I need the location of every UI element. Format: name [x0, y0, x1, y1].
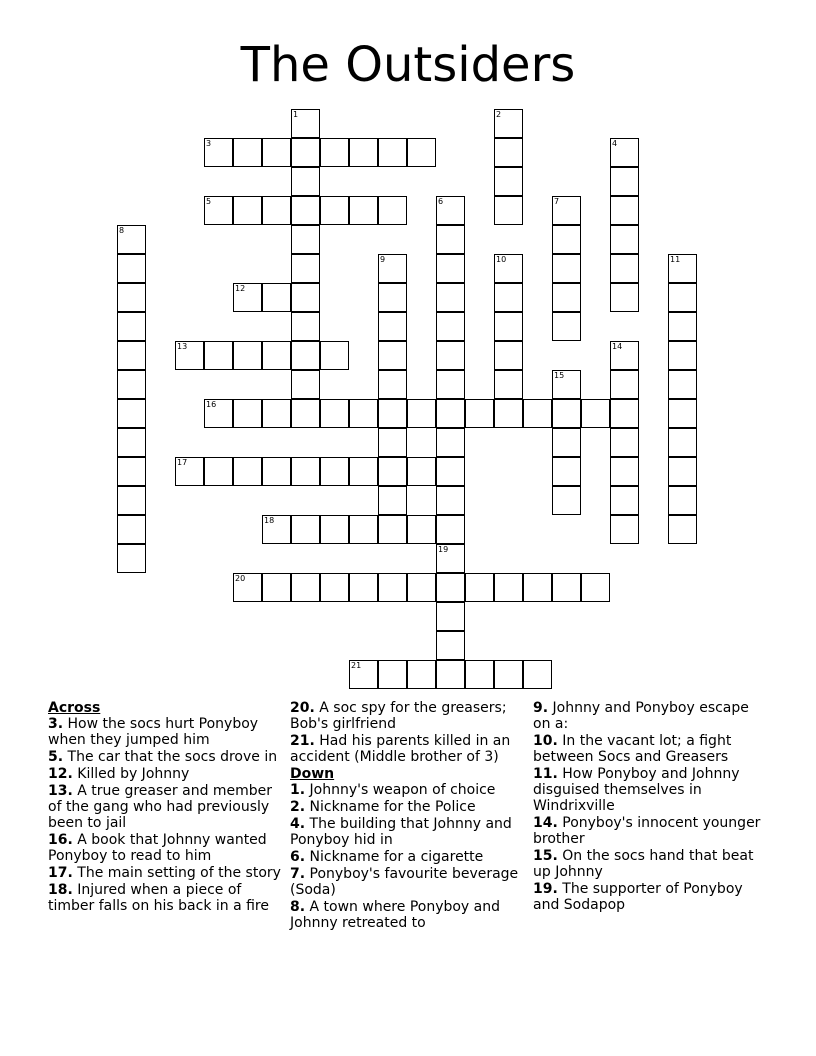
clue-text: The car that the socs drove in [63, 749, 278, 765]
grid-cell[interactable] [668, 283, 697, 312]
clue-text: Nickname for a cigarette [305, 849, 484, 865]
grid-cell[interactable] [436, 457, 465, 486]
grid-cell[interactable] [320, 341, 349, 370]
clue-item [48, 783, 283, 831]
clue-number: 7. [290, 866, 306, 882]
cell-number: 9 [380, 255, 386, 264]
clue-item [533, 881, 768, 913]
grid-cell[interactable] [233, 138, 262, 167]
grid-cell[interactable] [320, 457, 349, 486]
clue-number: 10. [533, 733, 558, 749]
cell-number: 7 [554, 197, 560, 206]
grid-cell[interactable] [291, 138, 320, 167]
grid-cell[interactable] [378, 399, 407, 428]
grid-cell[interactable] [552, 283, 581, 312]
cell-number: 1 [293, 110, 299, 119]
grid-cell[interactable] [291, 254, 320, 283]
cell-number: 3 [206, 139, 212, 148]
clue-text: Had his parents killed in an accident (Middle brother of 3) [290, 733, 511, 765]
grid-cell[interactable] [349, 399, 378, 428]
grid-cell[interactable] [552, 196, 581, 225]
grid-cell[interactable] [552, 370, 581, 399]
clue-text: The supporter of Ponyboy and Sodapop [533, 881, 743, 913]
grid-cell[interactable] [262, 515, 291, 544]
grid-cell[interactable] [552, 254, 581, 283]
cell-number: 14 [612, 342, 623, 351]
grid-cell[interactable] [378, 660, 407, 689]
clue-number: 2. [290, 799, 306, 815]
grid-cell[interactable] [552, 486, 581, 515]
grid-cell[interactable] [262, 399, 291, 428]
grid-cell[interactable] [610, 370, 639, 399]
grid-cell[interactable] [552, 399, 581, 428]
grid-cell[interactable] [610, 225, 639, 254]
grid-cell[interactable] [610, 283, 639, 312]
grid-cell[interactable] [117, 515, 146, 544]
grid-cell[interactable] [117, 283, 146, 312]
grid-cell[interactable] [552, 573, 581, 602]
grid-cell[interactable] [494, 573, 523, 602]
clue-item [533, 700, 768, 732]
cell-number: 6 [438, 197, 444, 206]
clue-number: 21. [290, 733, 315, 749]
grid-cell[interactable] [610, 457, 639, 486]
grid-cell[interactable] [436, 254, 465, 283]
clue-item [533, 766, 768, 814]
grid-cell[interactable] [436, 341, 465, 370]
grid-cell[interactable] [668, 486, 697, 515]
clue-text: The building that Johnny and Ponyboy hid in [290, 816, 512, 848]
grid-cell[interactable] [233, 399, 262, 428]
grid-cell[interactable] [117, 457, 146, 486]
grid-cell[interactable] [175, 341, 204, 370]
grid-cell[interactable] [117, 312, 146, 341]
clue-number: 14. [533, 815, 558, 831]
clue-number: 8. [290, 899, 306, 915]
cell-number: 19 [438, 545, 449, 554]
cell-number: 8 [119, 226, 125, 235]
clue-item [533, 848, 768, 880]
grid-cell[interactable] [436, 399, 465, 428]
grid-cell[interactable] [378, 457, 407, 486]
grid-cell[interactable] [291, 341, 320, 370]
clue-text: Nickname for the Police [305, 799, 476, 815]
grid-cell[interactable] [378, 370, 407, 399]
cell-number: 20 [235, 574, 246, 583]
page-title: The Outsiders [240, 37, 576, 93]
clue-item [48, 749, 283, 765]
clues-column-1 [48, 700, 283, 915]
clue-text: How Ponyboy and Johnny disguised themselves in Windrixville [533, 766, 740, 814]
grid-cell[interactable] [378, 515, 407, 544]
clue-number: 5. [48, 749, 64, 765]
clue-item [48, 865, 283, 881]
grid-cell[interactable] [291, 515, 320, 544]
grid-cell[interactable] [436, 196, 465, 225]
grid-cell[interactable] [320, 138, 349, 167]
grid-cell[interactable] [262, 341, 291, 370]
grid-cell[interactable] [378, 486, 407, 515]
grid-cell[interactable] [436, 428, 465, 457]
grid-cell[interactable] [349, 138, 378, 167]
clue-text: Killed by Johnny [72, 766, 190, 782]
cell-number: 11 [670, 255, 681, 264]
clue-text: Injured when a piece of timber falls on his back in a fire [48, 882, 269, 914]
clue-text: The main setting of the story [72, 865, 281, 881]
cell-number: 10 [496, 255, 507, 264]
grid-cell[interactable] [291, 283, 320, 312]
grid-cell[interactable] [494, 254, 523, 283]
grid-cell[interactable] [262, 457, 291, 486]
grid-cell[interactable] [552, 312, 581, 341]
grid-cell[interactable] [407, 515, 436, 544]
clue-text: Ponyboy's innocent younger brother [533, 815, 761, 847]
grid-cell[interactable] [117, 399, 146, 428]
clue-number: 6. [290, 849, 306, 865]
grid-cell[interactable] [291, 109, 320, 138]
grid-cell[interactable] [668, 399, 697, 428]
grid-cell[interactable] [175, 457, 204, 486]
grid-cell[interactable] [291, 573, 320, 602]
clue-number: 16. [48, 832, 73, 848]
grid-cell[interactable] [117, 428, 146, 457]
grid-cell[interactable] [494, 312, 523, 341]
grid-cell[interactable] [262, 283, 291, 312]
grid-cell[interactable] [523, 660, 552, 689]
grid-cell[interactable] [320, 515, 349, 544]
grid-cell[interactable] [204, 457, 233, 486]
grid-cell[interactable] [291, 457, 320, 486]
grid-cell[interactable] [378, 254, 407, 283]
grid-cell[interactable] [494, 138, 523, 167]
grid-cell[interactable] [552, 428, 581, 457]
clue-item [533, 733, 768, 765]
clue-number: 17. [48, 865, 73, 881]
grid-cell[interactable] [233, 573, 262, 602]
grid-cell[interactable] [378, 428, 407, 457]
grid-cell[interactable] [494, 109, 523, 138]
grid-cell[interactable] [291, 225, 320, 254]
grid-cell[interactable] [378, 312, 407, 341]
clue-number: 12. [48, 766, 73, 782]
grid-cell[interactable] [436, 660, 465, 689]
grid-cell[interactable] [262, 138, 291, 167]
clue-text: Johnny's weapon of choice [305, 782, 496, 798]
cell-number: 12 [235, 284, 246, 293]
clue-item [48, 716, 283, 748]
grid-cell[interactable] [204, 399, 233, 428]
grid-cell[interactable] [233, 341, 262, 370]
grid-cell[interactable] [291, 312, 320, 341]
grid-cell[interactable] [349, 457, 378, 486]
clue-number: 13. [48, 783, 73, 799]
clue-text: A town where Ponyboy and Johnny retreated to [290, 899, 501, 931]
clue-number: 11. [533, 766, 558, 782]
clue-item [48, 766, 283, 782]
clue-number: 18. [48, 882, 73, 898]
grid-cell[interactable] [610, 399, 639, 428]
grid-cell[interactable] [610, 167, 639, 196]
grid-cell[interactable] [668, 428, 697, 457]
cell-number: 5 [206, 197, 212, 206]
grid-cell[interactable] [407, 457, 436, 486]
grid-cell[interactable] [436, 631, 465, 660]
grid-cell[interactable] [581, 573, 610, 602]
clue-section-header: Down [290, 766, 335, 782]
grid-cell[interactable] [610, 428, 639, 457]
cell-number: 15 [554, 371, 565, 380]
grid-cell[interactable] [436, 486, 465, 515]
clue-number: 9. [533, 700, 549, 716]
grid-cell[interactable] [668, 370, 697, 399]
grid-cell[interactable] [610, 254, 639, 283]
grid-cell[interactable] [349, 515, 378, 544]
grid-cell[interactable] [465, 660, 494, 689]
cell-number: 2 [496, 110, 502, 119]
grid-cell[interactable] [349, 660, 378, 689]
grid-cell[interactable] [320, 399, 349, 428]
cell-number: 4 [612, 139, 618, 148]
cell-number: 17 [177, 458, 188, 467]
grid-cell[interactable] [407, 138, 436, 167]
clue-section-header: Across [48, 700, 101, 716]
grid-cell[interactable] [378, 138, 407, 167]
grid-cell[interactable] [117, 486, 146, 515]
grid-cell[interactable] [494, 341, 523, 370]
clue-item [48, 832, 283, 864]
grid-cell[interactable] [668, 457, 697, 486]
grid-cell[interactable] [436, 602, 465, 631]
clue-item [290, 866, 525, 898]
grid-cell[interactable] [378, 283, 407, 312]
grid-cell[interactable] [610, 196, 639, 225]
clue-text: In the vacant lot; a fight between Socs and Greasers [533, 733, 732, 765]
clue-item [48, 882, 283, 914]
grid-cell[interactable] [668, 515, 697, 544]
clue-item [290, 733, 525, 765]
grid-cell[interactable] [610, 515, 639, 544]
grid-cell[interactable] [117, 544, 146, 573]
grid-cell[interactable] [378, 341, 407, 370]
grid-cell[interactable] [117, 370, 146, 399]
grid-cell[interactable] [117, 225, 146, 254]
grid-cell[interactable] [465, 399, 494, 428]
grid-cell[interactable] [233, 283, 262, 312]
clue-item [290, 700, 525, 732]
clue-item [290, 782, 525, 798]
clue-text: Ponyboy's favourite beverage (Soda) [290, 866, 519, 898]
grid-cell[interactable] [117, 341, 146, 370]
grid-cell[interactable] [233, 457, 262, 486]
grid-cell[interactable] [407, 660, 436, 689]
grid-cell[interactable] [407, 399, 436, 428]
clue-item [533, 815, 768, 847]
clue-text: How the socs hurt Ponyboy when they jumped him [48, 716, 259, 748]
grid-cell[interactable] [291, 399, 320, 428]
grid-cell[interactable] [117, 254, 146, 283]
clue-text: A soc spy for the greasers; Bob's girlfriend [290, 700, 507, 732]
grid-cell[interactable] [436, 370, 465, 399]
grid-cell[interactable] [494, 660, 523, 689]
clue-number: 4. [290, 816, 306, 832]
grid-cell[interactable] [436, 515, 465, 544]
grid-cell[interactable] [291, 196, 320, 225]
clues-column-3 [533, 700, 768, 914]
clue-number: 20. [290, 700, 315, 716]
cell-number: 21 [351, 661, 362, 670]
grid-cell[interactable] [436, 283, 465, 312]
clue-item [290, 799, 525, 815]
grid-cell[interactable] [262, 196, 291, 225]
grid-cell[interactable] [668, 341, 697, 370]
grid-cell[interactable] [494, 167, 523, 196]
clue-item [290, 849, 525, 865]
grid-cell[interactable] [291, 167, 320, 196]
grid-cell[interactable] [320, 573, 349, 602]
cell-number: 13 [177, 342, 188, 351]
clue-number: 3. [48, 716, 64, 732]
clue-item [290, 816, 525, 848]
grid-cell[interactable] [349, 196, 378, 225]
grid-cell[interactable] [204, 196, 233, 225]
grid-cell[interactable] [494, 370, 523, 399]
clue-number: 1. [290, 782, 306, 798]
cell-number: 16 [206, 400, 217, 409]
grid-cell[interactable] [610, 138, 639, 167]
grid-cell[interactable] [523, 399, 552, 428]
grid-cell[interactable] [494, 399, 523, 428]
grid-cell[interactable] [552, 457, 581, 486]
grid-cell[interactable] [668, 312, 697, 341]
grid-cell[interactable] [610, 486, 639, 515]
grid-cell[interactable] [610, 341, 639, 370]
grid-cell[interactable] [262, 573, 291, 602]
clues-column-2 [290, 700, 525, 932]
grid-cell[interactable] [291, 370, 320, 399]
grid-cell[interactable] [465, 573, 494, 602]
grid-cell[interactable] [320, 196, 349, 225]
grid-cell[interactable] [436, 312, 465, 341]
clue-text: A true greaser and member of the gang who had previously been to jail [48, 783, 273, 831]
clue-text: A book that Johnny wanted Ponyboy to read to him [48, 832, 267, 864]
clue-number: 15. [533, 848, 558, 864]
grid-cell[interactable] [436, 225, 465, 254]
grid-cell[interactable] [436, 544, 465, 573]
cell-number: 18 [264, 516, 275, 525]
grid-cell[interactable] [494, 283, 523, 312]
grid-cell[interactable] [581, 399, 610, 428]
clue-text: Johnny and Ponyboy escape on a: [533, 700, 749, 732]
clue-number: 19. [533, 881, 558, 897]
clue-item [290, 899, 525, 931]
grid-cell[interactable] [204, 341, 233, 370]
grid-cell[interactable] [523, 573, 552, 602]
grid-cell[interactable] [378, 573, 407, 602]
grid-cell[interactable] [378, 196, 407, 225]
grid-cell[interactable] [552, 225, 581, 254]
grid-cell[interactable] [349, 573, 378, 602]
grid-cell[interactable] [407, 573, 436, 602]
grid-cell[interactable] [668, 254, 697, 283]
clue-text: On the socs hand that beat up Johnny [533, 848, 754, 880]
grid-cell[interactable] [436, 573, 465, 602]
grid-cell[interactable] [204, 138, 233, 167]
grid-cell[interactable] [233, 196, 262, 225]
grid-cell[interactable] [494, 196, 523, 225]
